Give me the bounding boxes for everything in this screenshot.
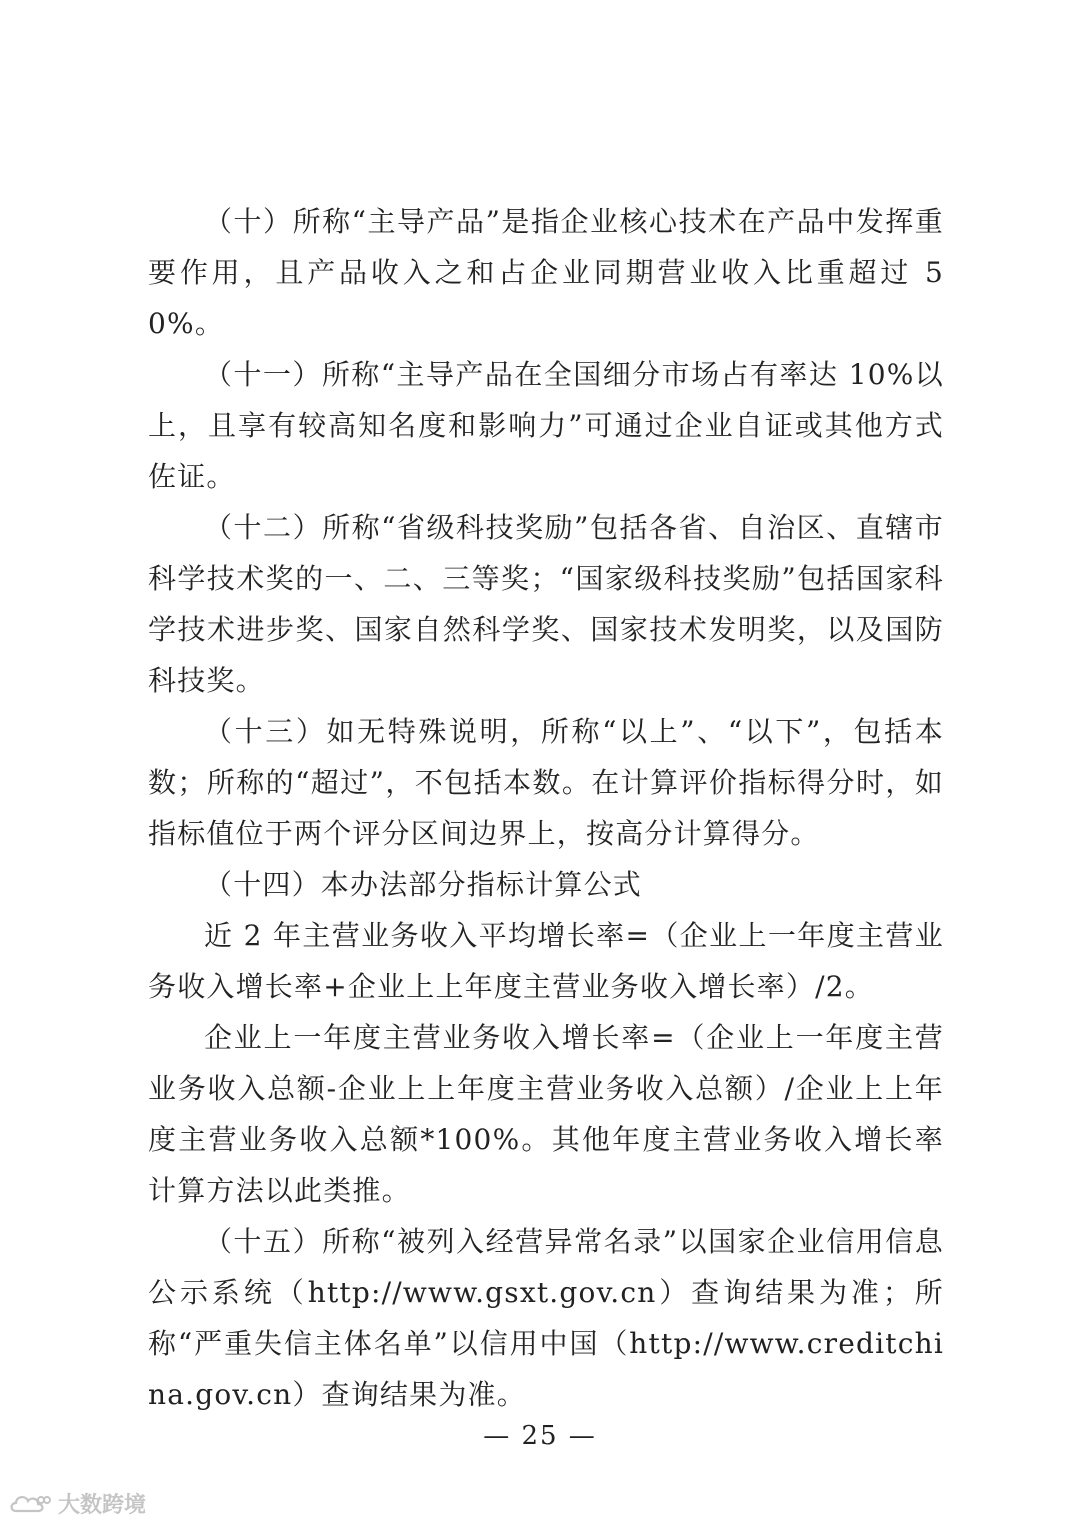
page-number: — 25 — (483, 1421, 597, 1451)
paragraph-11: （十一）所称“主导产品在全国细分市场占有率达 10%以上，且享有较高知名度和影响力”可通过企业自证或其他方式佐证。 (148, 358, 944, 493)
formula-average-growth: 近 2 年主营业务收入平均增长率=（企业上一年度主营业务收入增长率+企业上上年度主营业务收入增长率）/2。 (148, 919, 944, 1003)
watermark-text: 大数跨境 (58, 1493, 147, 1518)
paragraph-12: （十二）所称“省级科技奖励”包括各省、自治区、直辖市科学技术奖的一、二、三等奖；“国家级科技奖励”包括国家科学技术进步奖、国家自然科学奖、国家技术发明奖，以及国防科技奖。 (148, 511, 944, 697)
paragraph-13: （十三）如无特殊说明，所称“以上”、“以下”，包括本数；所称的“超过”，不包括本数。在计算评价指标得分时，如指标值位于两个评分区间边界上，按高分计算得分。 (148, 715, 944, 850)
paragraph-14: （十四）本办法部分指标计算公式 (204, 868, 643, 901)
document-body (148, 196, 944, 1420)
paragraph-15: （十五）所称“被列入经营异常名录”以国家企业信用信息公示系统（http://www.gsxt.gov.cn）查询结果为准；所称“严重失信主体名单”以信用中国（http://www.creditchina.gov.cn）查询结果为准。 (148, 1225, 944, 1411)
formula-annual-growth: 企业上一年度主营业务收入增长率=（企业上一年度主营业务收入总额-企业上上年度主营业务收入总额）/企业上上年度主营业务收入总额*100%。其他年度主营业务收入增长率计算方法以此类推。 (148, 1021, 944, 1207)
paragraph-10: （十）所称“主导产品”是指企业核心技术在产品中发挥重要作用，且产品收入之和占企业同期营业收入比重超过 50%。 (148, 205, 944, 340)
watermark (8, 1488, 146, 1519)
cloud-logo-icon (8, 1491, 52, 1517)
